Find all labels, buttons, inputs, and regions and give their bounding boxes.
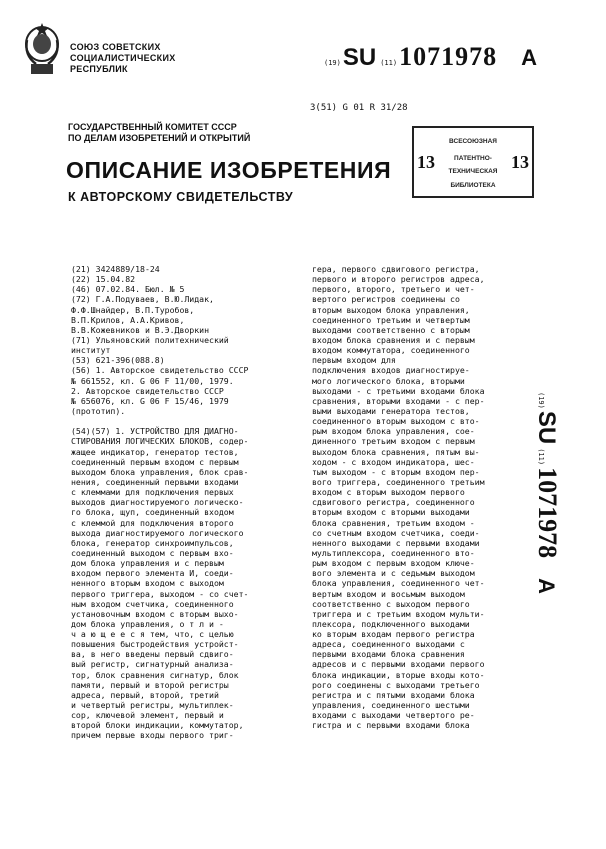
- text-line: дом блока управления и с первым: [71, 558, 224, 569]
- text-line: рым входом блока управления, сое-: [312, 426, 475, 437]
- text-line: выми выходами генератора тестов,: [312, 405, 470, 416]
- text-line: вый регистр, сигнатурный анализа-: [71, 659, 234, 670]
- text-line: и четвертый регистры, мультиплек-: [71, 700, 234, 711]
- patent-number-header: [324, 42, 537, 72]
- text-line: (прототип).: [71, 405, 126, 416]
- text-line: (46) 07.02.84. Бюл. № 5: [71, 284, 185, 295]
- text-line: выходом блока управления, блок срав-: [71, 466, 249, 477]
- text-line: соединенный выходом с первым вхо-: [71, 547, 234, 558]
- text-line: 2. Авторское свидетельство СССР: [71, 385, 224, 396]
- country-code-tag: (19): [324, 59, 341, 67]
- text-line: второй блоки индикации, коммутатор,: [71, 720, 244, 731]
- country-code-tag: (19): [537, 392, 545, 409]
- text-line: плексора, подключенного выходами: [312, 618, 470, 629]
- kind-code: A: [534, 578, 559, 594]
- text-line: мультиплексора, соединенного вто-: [312, 547, 475, 558]
- stamp-line: ТЕХНИЧЕСКАЯ: [448, 168, 498, 175]
- text-line: выхода диагностируемого логического: [71, 527, 244, 538]
- text-line: адреса, соединенного выходами с: [312, 639, 465, 650]
- text-line: входом первого элемента И, соеди-: [71, 568, 234, 579]
- text-line: со счетным входом счетчика, соеди-: [312, 527, 480, 538]
- text-line: гистра и с первыми входами блока: [312, 720, 470, 731]
- text-line: сдвигового регистра, соединенного: [312, 497, 475, 508]
- text-line: триггера и с третьим входом мульти-: [312, 608, 485, 619]
- text-line: вторым входом с вторыми выходами: [312, 507, 470, 518]
- committee-line: ГОСУДАРСТВЕННЫЙ КОМИТЕТ СССР: [68, 122, 237, 132]
- text-line: соединенный первым входом с первым: [71, 456, 239, 467]
- text-line: (21) 3424889/18-24: [71, 264, 160, 274]
- text-line: тым выходом - с вторым входом пер-: [312, 466, 480, 477]
- text-line: блока, генератор синхроимпульсов,: [71, 537, 234, 548]
- text-line: адресов и с первыми входами первого: [312, 659, 485, 670]
- patent-number: 1071978: [399, 42, 498, 71]
- text-line: диненного третьим входом с первым: [312, 436, 475, 447]
- text-line: В.П.Крилов, А.А.Кривов,: [71, 314, 185, 325]
- stamp-line: ВСЕСОЮЗНАЯ: [449, 138, 497, 145]
- text-line: памяти, первый и второй регистры: [71, 679, 229, 690]
- text-line: (54)(57) 1. УСТРОЙСТВО ДЛЯ ДИАГНО-: [71, 426, 239, 437]
- text-line: с клеммами для подключения первых: [71, 487, 234, 498]
- text-line: соответственно с выходом первого: [312, 598, 470, 609]
- text-line: выходов диагностируемого логическо-: [71, 497, 244, 508]
- text-line: первого и второго регистров адреса,: [312, 274, 485, 285]
- country-code: SU: [342, 44, 377, 71]
- text-line: ходом - с входом индикатора, шес-: [312, 456, 475, 467]
- text-line: ненного вторым входом с выходом: [71, 578, 224, 589]
- text-line: блока индикации, вторые входы кото-: [312, 669, 485, 680]
- text-line: входами с выходами четвертого ре-: [312, 710, 475, 721]
- text-line: первого, второго, третьего и чет-: [312, 284, 475, 295]
- text-line: повышения быстродействия устройст-: [71, 639, 239, 650]
- left-text-column: [71, 264, 297, 741]
- text-line: ным входом счетчика, соединенного: [71, 598, 234, 609]
- text-line: первого триггера, выходом - со счет-: [71, 588, 249, 599]
- text-line: выходами - с третьими входами блока: [312, 385, 485, 396]
- state-emblem-icon: [22, 20, 62, 78]
- text-line: Ф.Ф.Шнайдер, В.П.Туробов,: [71, 304, 195, 315]
- text-line: (56) 1. Авторское свидетельство СССР: [71, 365, 249, 376]
- text-line: выходом блока сравнения, пятым вы-: [312, 446, 480, 457]
- text-line: В.В.Кожевников и В.Э.Дворкин: [71, 324, 210, 335]
- text-line: регистра и с пятыми входами блока: [312, 689, 475, 700]
- text-line: блока сравнения, третьим входом -: [312, 517, 475, 528]
- vertical-patent-number: [532, 392, 572, 702]
- organization-name: [70, 42, 176, 75]
- committee-name: [68, 122, 250, 144]
- text-line: соединенного вторым выходом с вто-: [312, 416, 480, 427]
- text-line: (22) 15.04.82: [71, 274, 136, 285]
- text-line: выходами соответственно с вторым: [312, 324, 470, 335]
- text-line: установочным входом с вторым выхо-: [71, 608, 239, 619]
- text-line: ко вторым входам первого регистра: [312, 629, 475, 640]
- right-text-column: [312, 264, 534, 730]
- text-line: рым входом с первым входом ключе-: [312, 558, 475, 569]
- org-line: СОЮЗ СОВЕТСКИХ: [70, 42, 161, 52]
- text-line: № 656076, кл. G 06 F 15/46, 1979: [71, 395, 229, 406]
- text-line: гера, первого сдвигового регистра,: [312, 264, 480, 274]
- kind-code: A: [521, 45, 537, 70]
- ipc-classification: 3(51) G 01 R 31/28: [310, 103, 408, 113]
- text-line: ч а ю щ е е с я тем, что, с целью: [71, 629, 234, 640]
- text-line: [71, 416, 297, 426]
- text-line: входом блока сравнения и с первым: [312, 334, 475, 345]
- text-line: тор, блок сравнения сигнатур, блок: [71, 669, 239, 680]
- text-line: вертого регистров соединены со: [312, 294, 460, 305]
- text-line: блока управления, соединенного чет-: [312, 578, 485, 589]
- stamp-line: БИБЛИОТЕКА: [450, 182, 496, 189]
- text-line: причем первые входы первого триг-: [71, 730, 234, 741]
- text-line: адреса, первый, второй, третий: [71, 689, 219, 700]
- text-line: мого логического блока, вторыми: [312, 375, 465, 386]
- library-stamp: [412, 126, 534, 198]
- org-line: СОЦИАЛИСТИЧЕСКИХ: [70, 53, 176, 63]
- text-line: (71) Ульяновский политехнический: [71, 334, 229, 345]
- stamp-line: ПАТЕНТНО-: [454, 155, 492, 162]
- text-line: вторым выходом блока управления,: [312, 304, 470, 315]
- text-line: жащее индикатор, генератор тестов,: [71, 446, 239, 457]
- country-code: SU: [533, 410, 560, 445]
- text-line: институт: [71, 345, 111, 356]
- text-line: входом с вторым выходом первого: [312, 487, 465, 498]
- number-code-tag: (11): [537, 448, 545, 466]
- text-line: первым входом для: [312, 355, 396, 366]
- text-line: входом коммутатора, соединенного: [312, 345, 470, 356]
- text-line: подключения входов диагностируе-: [312, 365, 470, 376]
- text-line: вого триггера, соединенного третьим: [312, 476, 485, 487]
- text-line: дом блока управления, о т л и -: [71, 618, 224, 629]
- stamp-number-right: 13: [511, 152, 529, 172]
- text-line: вого элемента и с седьмым выходом: [312, 568, 475, 579]
- document-subtitle: К АВТОРСКОМУ СВИДЕТЕЛЬСТВУ: [68, 190, 294, 204]
- text-line: управления, соединенного шестыми: [312, 700, 470, 711]
- committee-line: ПО ДЕЛАМ ИЗОБРЕТЕНИЙ И ОТКРЫТИЙ: [68, 133, 251, 143]
- text-line: вертым входом и восьмым выходом: [312, 588, 465, 599]
- text-line: сравнения, вторыми входами - с пер-: [312, 395, 485, 406]
- text-line: нения, соединенный первыми входами: [71, 476, 239, 487]
- document-title: ОПИСАНИЕ ИЗОБРЕТЕНИЯ: [66, 157, 392, 183]
- text-line: соединенного третьим и четвертым: [312, 314, 470, 325]
- text-line: рого соединены с выходами третьего: [312, 679, 480, 690]
- text-line: ненного выходами с первыми входами: [312, 537, 480, 548]
- text-line: первыми входами блока сравнения: [312, 649, 465, 660]
- text-line: го блока, щуп, соединенный входом: [71, 507, 234, 518]
- text-line: (72) Г.А.Подуваев, В.Ю.Лидак,: [71, 294, 214, 305]
- text-line: № 661552, кл. G 06 F 11/00, 1979.: [71, 375, 234, 386]
- text-line: ва, в него введены первый сдвиго-: [71, 649, 234, 660]
- org-line: РЕСПУБЛИК: [70, 64, 128, 74]
- text-line: (53) 621-396(088.8): [71, 355, 165, 366]
- patent-number: 1071978: [533, 467, 562, 559]
- text-line: СТИРОВАНИЯ ЛОГИЧЕСКИХ БЛОКОВ, содер-: [71, 436, 249, 447]
- stamp-number-left: 13: [417, 152, 435, 172]
- number-code-tag: (11): [380, 59, 398, 67]
- text-line: сор, ключевой элемент, первый и: [71, 710, 224, 721]
- text-line: с клеммой для подключения второго: [71, 517, 234, 528]
